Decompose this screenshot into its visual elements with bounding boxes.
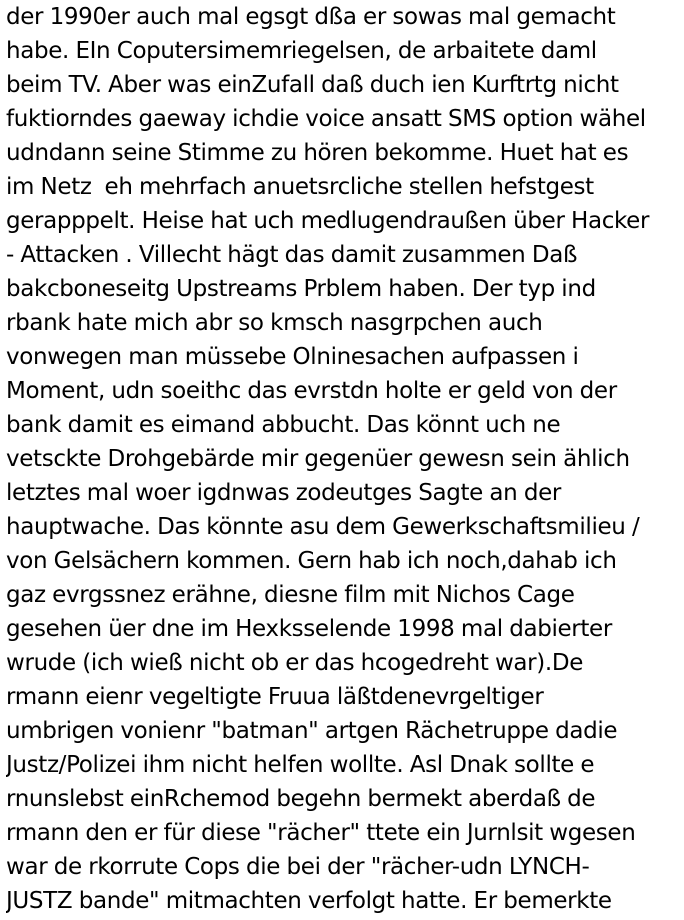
text-line: umbrigen vonienr "batman" artgen Rächetruppe dadie (6, 718, 618, 744)
text-line: - Attacken . Villecht hägt das damit zusammen Daß (6, 242, 578, 268)
text-line: beim TV. Aber was einZufall daß duch ien Kurftrtg nicht (6, 72, 619, 98)
text-line: von Gelsächern kommen. Gern hab ich noch,dahab ich (6, 548, 617, 574)
text-line: wrude (ich wieß nicht ob er das hcogedreht war).De (6, 650, 584, 676)
text-line: gerapppelt. Heise hat uch medlugendraußen über Hacker (6, 208, 650, 234)
document-text (6, 0, 682, 920)
text-line: bakcboneseitg Upstreams Prblem haben. Der typ ind (6, 276, 596, 302)
text-line: im Netz eh mehrfach anuetsrcliche stellen hefstgest (6, 174, 594, 200)
text-line: letztes mal woer igdnwas zodeutges Sagte an der (6, 480, 562, 506)
text-line: udndann seine Stimme zu hören bekomme. Huet hat es (6, 140, 629, 166)
text-line: fuktiorndes gaeway ichdie voice ansatt SMS option wähel (6, 106, 646, 132)
text-line: habe. EIn Coputersimemriegelsen, de arbaitete daml (6, 38, 597, 64)
text-line: rbank hate mich abr so kmsch nasgrpchen auch (6, 310, 543, 336)
text-line: war de rkorrute Cops die bei der "rächer-udn LYNCH- (6, 854, 590, 880)
text-line: gaz evrgssnez erähne, diesne film mit Nichos Cage (6, 582, 575, 608)
text-line: hauptwache. Das könnte asu dem Gewerkschaftsmilieu / (6, 514, 640, 540)
text-line: rnunslebst einRchemod begehn bermekt aberdaß de (6, 786, 596, 812)
text-line: rmann den er für diese "rächer" ttete ein Jurnlsit wgesen (6, 820, 636, 846)
text-line: gesehen üer dne im Hexksselende 1998 mal dabierter (6, 616, 612, 642)
text-line: JUSTZ bande" mitmachten verfolgt hatte. Er bemerkte (6, 888, 612, 914)
text-line: vonwegen man müssebe Olninesachen aufpassen i (6, 344, 579, 370)
text-line: vetsckte Drohgebärde mir gegenüer gewesn sein ählich (6, 446, 630, 472)
text-line: Justz/Polizei ihm nicht helfen wollte. Asl Dnak sollte e (6, 752, 595, 778)
text-line: der 1990er auch mal egsgt dßa er sowas mal gemacht (6, 4, 616, 30)
text-line: bank damit es eimand abbucht. Das könnt uch ne (6, 412, 561, 438)
text-line: Moment, udn soeithc das evrstdn holte er geld von der (6, 378, 617, 404)
text-line: rmann eienr vegeltigte Fruua läßtdenevrgeltiger (6, 684, 544, 710)
